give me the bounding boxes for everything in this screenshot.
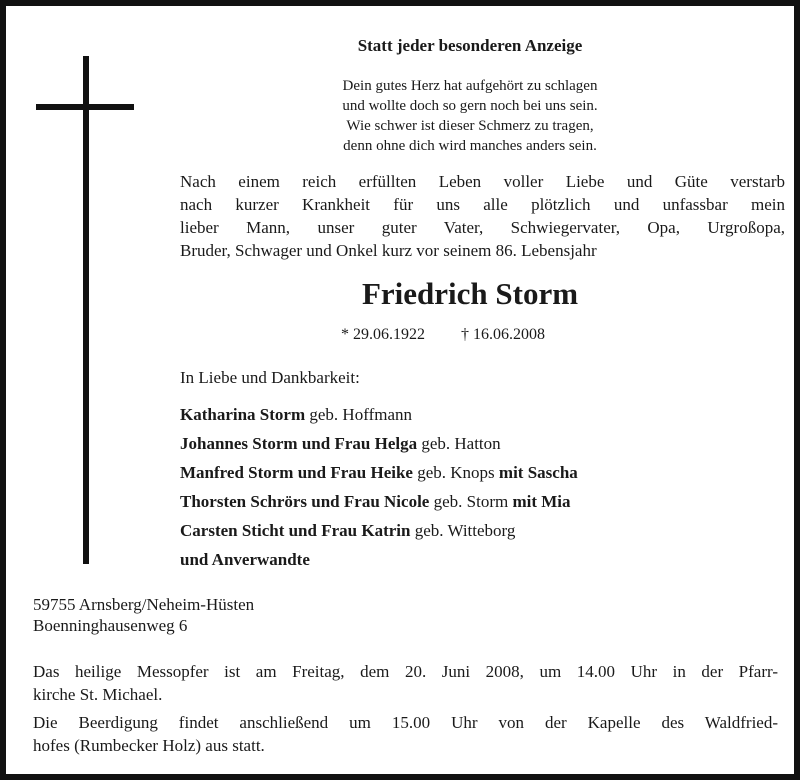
memorial-poem bbox=[270, 76, 670, 156]
family-address bbox=[33, 594, 254, 636]
mourner-name: Katharina Storm bbox=[180, 405, 306, 424]
burial-notice bbox=[33, 711, 778, 757]
deceased-name: Friedrich Storm bbox=[361, 276, 579, 311]
mourner-children: mit Mia bbox=[512, 492, 571, 511]
intro-line: nach kurzer Krankheit für uns alle plötzlich und unfassbar mein bbox=[180, 195, 785, 214]
life-dates bbox=[341, 326, 545, 344]
mourner-row bbox=[180, 458, 578, 487]
burial-notice-line: Die Beerdigung findet anschließend um 15.00 Uhr von der Kapelle des Waldfried- bbox=[33, 713, 778, 732]
mourner-name: und Anverwandte bbox=[180, 550, 310, 569]
poem-line: Wie schwer ist dieser Schmerz zu tragen, bbox=[346, 118, 594, 134]
mourner-name: Johannes Storm und Frau Helga bbox=[180, 434, 418, 453]
thanks-line: In Liebe und Dankbarkeit: bbox=[180, 368, 360, 387]
birth-date: * 29.06.1922 bbox=[341, 326, 425, 343]
burial-notice-line: hofes (Rumbecker Holz) aus statt. bbox=[33, 736, 265, 755]
mourner-maiden-name: geb. Hatton bbox=[417, 434, 501, 453]
mass-notice bbox=[33, 660, 778, 706]
mourner-name: Carsten Sticht und Frau Katrin bbox=[180, 521, 411, 540]
mourner-row bbox=[180, 545, 578, 574]
cross-icon-beam bbox=[36, 104, 134, 110]
notice-heading: Statt jeder besonderen Anzeige bbox=[357, 36, 583, 55]
poem-line: denn ohne dich wird manches anders sein. bbox=[343, 138, 597, 154]
intro-line: Bruder, Schwager und Onkel kurz vor seinem 86. Lebensjahr bbox=[180, 241, 597, 260]
mourner-name: Manfred Storm und Frau Heike bbox=[180, 463, 413, 482]
intro-line: Nach einem reich erfüllten Leben voller Liebe und Güte verstarb bbox=[180, 172, 785, 191]
mass-notice-line: Das heilige Messopfer ist am Freitag, dem 20. Juni 2008, um 14.00 Uhr in der Pfarr- bbox=[33, 662, 778, 681]
mourner-row bbox=[180, 429, 578, 458]
mourner-row bbox=[180, 516, 578, 545]
mourner-row bbox=[180, 400, 578, 429]
mourners-list bbox=[180, 400, 578, 574]
intro-paragraph bbox=[180, 170, 785, 262]
mass-notice-line: kirche St. Michael. bbox=[33, 685, 163, 704]
mourner-name: Thorsten Schrörs und Frau Nicole bbox=[180, 492, 430, 511]
death-date: † 16.06.2008 bbox=[461, 326, 545, 343]
poem-line: und wollte doch so gern noch bei uns sein. bbox=[342, 98, 598, 114]
intro-line: lieber Mann, unser guter Vater, Schwiegervater, Opa, Urgroßopa, bbox=[180, 218, 785, 237]
mourner-maiden-name: geb. Witteborg bbox=[410, 521, 516, 540]
address-city: 59755 Arnsberg/Neheim-Hüsten bbox=[33, 595, 255, 614]
mourner-maiden-name: geb. Storm bbox=[429, 492, 513, 511]
address-street: Boenninghausenweg 6 bbox=[33, 616, 188, 635]
poem-line: Dein gutes Herz hat aufgehört zu schlagen bbox=[342, 78, 598, 94]
mourner-children: mit Sascha bbox=[498, 463, 578, 482]
mourner-maiden-name: geb. Knops bbox=[412, 463, 499, 482]
mourner-maiden-name: geb. Hoffmann bbox=[305, 405, 412, 424]
mourner-row bbox=[180, 487, 578, 516]
cross-icon bbox=[83, 56, 89, 564]
